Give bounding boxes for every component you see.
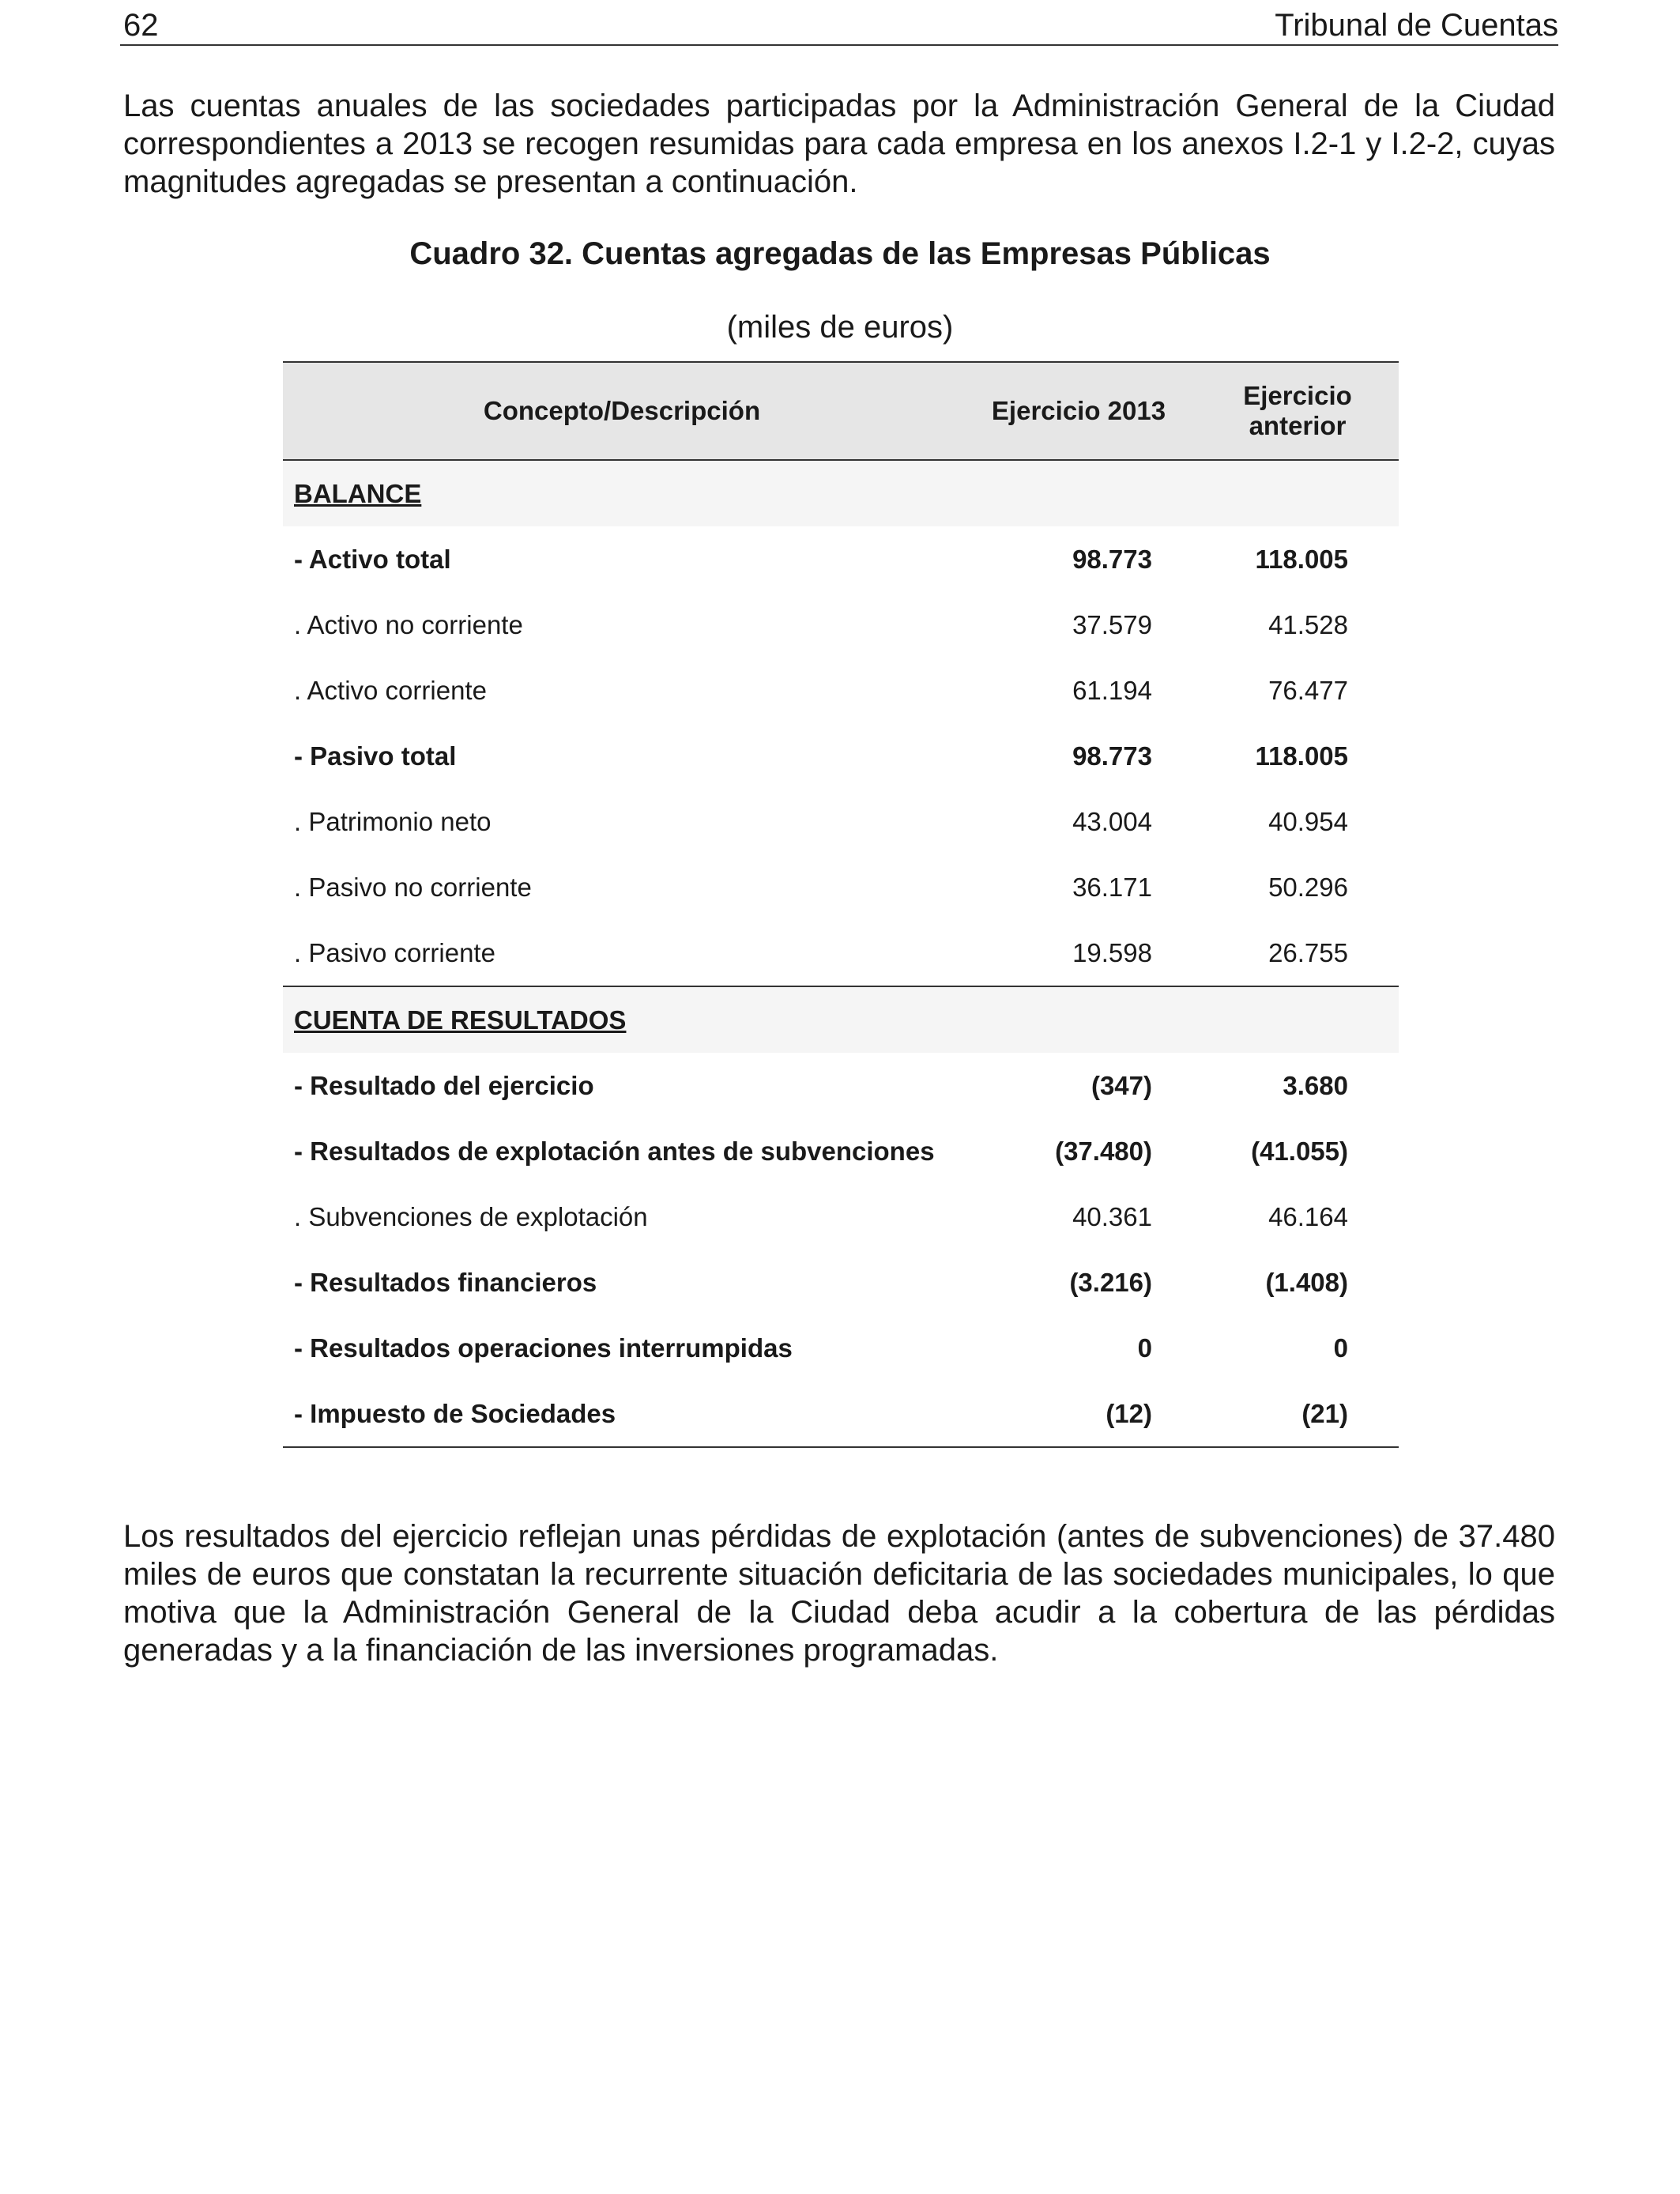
column-header-prior-line1: Ejercicio — [1243, 381, 1352, 410]
row-prior-value: 118.005 — [1255, 741, 1348, 771]
table-row — [283, 854, 1399, 920]
row-label: . Patrimonio neto — [294, 806, 492, 836]
intro-paragraph: Las cuentas anuales de las sociedades participadas por la Administración General de la Ciudad correspondientes a 2013 se recogen resumidas para cada empresa en los anexos I.2-1 y I.2-2, cuyas magnitudes agregadas se presentan a continuación. — [123, 89, 1555, 199]
row-current-value: (12) — [1106, 1398, 1152, 1428]
row-label: - Resultados financieros — [294, 1267, 597, 1297]
row-prior-value: (1.408) — [1265, 1267, 1348, 1297]
row-prior-value: 3.680 — [1283, 1070, 1348, 1100]
row-label: . Pasivo no corriente — [294, 872, 532, 902]
row-prior-value: 50.296 — [1268, 872, 1348, 902]
column-header-prior — [1196, 362, 1399, 460]
table-row — [283, 592, 1399, 658]
row-label: . Activo no corriente — [294, 609, 523, 639]
row-current-value: (347) — [1090, 1070, 1152, 1100]
financial-table — [283, 361, 1399, 1448]
table-units: (miles de euros) — [726, 310, 954, 345]
row-label: . Pasivo corriente — [294, 937, 495, 967]
section-row-resultados — [283, 986, 1399, 1053]
column-header-concept: Concepto/Descripción — [283, 362, 961, 460]
row-prior-value: (41.055) — [1251, 1136, 1348, 1166]
row-current-value: 43.004 — [1072, 806, 1152, 836]
row-current-value: 98.773 — [1072, 544, 1152, 574]
table-row — [283, 789, 1399, 854]
row-current-value: 36.171 — [1072, 872, 1152, 902]
row-prior-value: 46.164 — [1268, 1201, 1348, 1231]
row-prior-value: 40.954 — [1268, 806, 1348, 836]
section-title: CUENTA DE RESULTADOS — [283, 986, 1399, 1053]
table-row — [283, 920, 1399, 986]
row-current-value: (3.216) — [1069, 1267, 1152, 1297]
conclusion-paragraph: Los resultados del ejercicio reflejan unas pérdidas de explotación (antes de subvenciones) de 37.480 miles de euros que constatan la recurrente situación deficitaria de las sociedades municipales, lo que motiva que la Administración General de la Ciudad deba acudir a la cobertura de las pérdidas generadas y a la financiación de las inversiones programadas. — [123, 1519, 1555, 1668]
row-prior-value: 118.005 — [1255, 544, 1348, 574]
table-row — [283, 658, 1399, 723]
table-row — [283, 1184, 1399, 1250]
row-label: . Activo corriente — [294, 675, 487, 705]
row-label: - Resultados operaciones interrumpidas — [294, 1333, 793, 1363]
column-header-current: Ejercicio 2013 — [961, 362, 1196, 460]
row-current-value: (37.480) — [1055, 1136, 1152, 1166]
section-row-balance — [283, 460, 1399, 526]
row-current-value: 61.194 — [1072, 675, 1152, 705]
table-row — [283, 1315, 1399, 1381]
table-header-row — [283, 362, 1399, 460]
row-current-value: 98.773 — [1072, 741, 1152, 771]
row-current-value: 37.579 — [1072, 609, 1152, 639]
row-prior-value: 0 — [1333, 1333, 1348, 1363]
row-label: - Activo total — [294, 544, 451, 574]
table-row — [283, 723, 1399, 789]
row-current-value: 19.598 — [1072, 937, 1152, 967]
row-label: - Resultado del ejercicio — [294, 1070, 594, 1100]
page-number: 62 — [123, 8, 159, 43]
column-header-prior-line2: anterior — [1249, 411, 1347, 440]
row-label: - Resultados de explotación antes de subvenciones — [294, 1136, 935, 1166]
row-label: . Subvenciones de explotación — [294, 1201, 648, 1231]
table-title: Cuadro 32. Cuentas agregadas de las Empresas Públicas — [409, 236, 1271, 271]
table-row — [283, 1250, 1399, 1315]
row-prior-value: 41.528 — [1268, 609, 1348, 639]
section-title: BALANCE — [283, 460, 1399, 526]
row-current-value: 40.361 — [1072, 1201, 1152, 1231]
row-label: - Impuesto de Sociedades — [294, 1398, 616, 1428]
table-row — [283, 526, 1399, 592]
page-header — [120, 0, 1558, 46]
table-row — [283, 1381, 1399, 1447]
row-label: - Pasivo total — [294, 741, 457, 771]
row-prior-value: (21) — [1301, 1398, 1348, 1428]
table-row — [283, 1118, 1399, 1184]
row-prior-value: 76.477 — [1268, 675, 1348, 705]
row-prior-value: 26.755 — [1268, 937, 1348, 967]
table-row — [283, 1053, 1399, 1118]
header-title: Tribunal de Cuentas — [1275, 8, 1558, 43]
row-current-value: 0 — [1137, 1333, 1152, 1363]
